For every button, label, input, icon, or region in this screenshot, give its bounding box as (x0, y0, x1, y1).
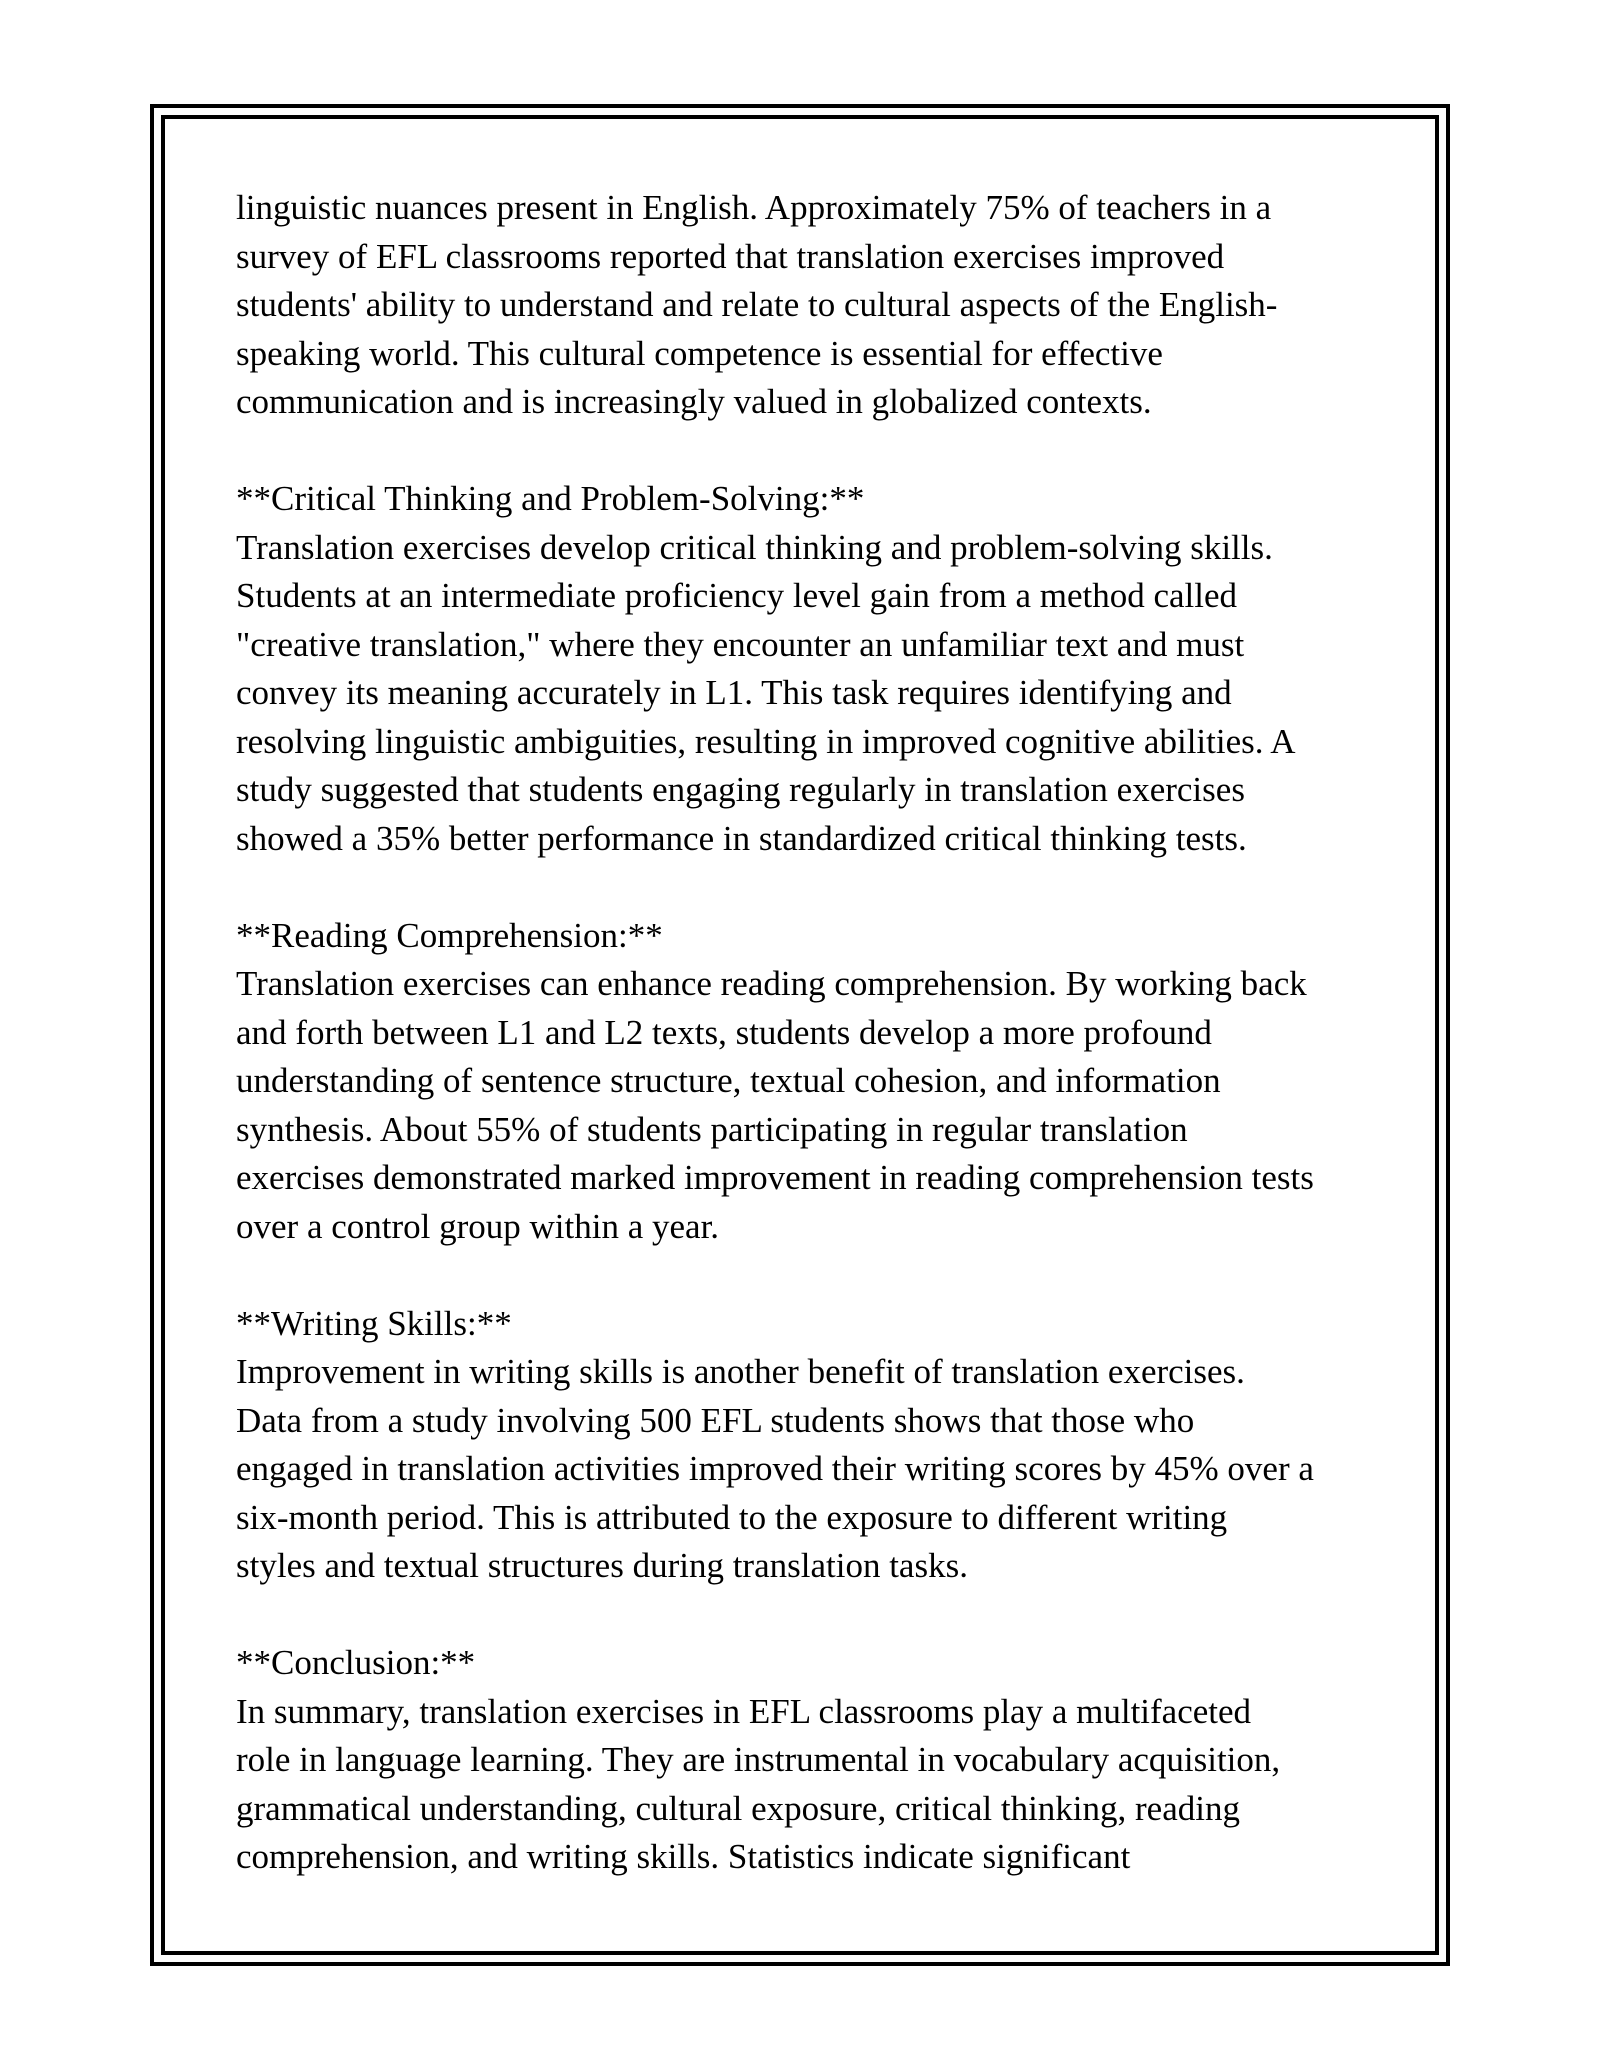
text-line: Data from a study involving 500 EFL students shows that those who (236, 1400, 1195, 1440)
text-line: students' ability to understand and relate to cultural aspects of the English- (236, 285, 1278, 324)
section-writing-skills (236, 1300, 1386, 1591)
text-line: communication and is increasingly valued in globalized contexts. (236, 382, 1152, 421)
section-conclusion (236, 1639, 1386, 1882)
text-line: styles and textual structures during translation tasks. (236, 1546, 968, 1585)
text-line: exercises demonstrated marked improvement in reading comprehension tests (236, 1158, 1314, 1197)
text-line: synthesis. About 55% of students participating in regular translation (236, 1109, 1188, 1149)
text-line: In summary, translation exercises in EFL classrooms play a multifaceted (236, 1691, 1252, 1731)
section-heading: **Reading Comprehension:** (236, 915, 663, 955)
text-line: Translation exercises develop critical thinking and problem-solving skills. (236, 527, 1273, 567)
text-line: "creative translation," where they encounter an unfamiliar text and must (236, 624, 1245, 664)
text-line: speaking world. This cultural competence is essential for effective (236, 333, 1163, 373)
text-line: study suggested that students engaging regularly in translation exercises (236, 770, 1245, 809)
text-line: engaged in translation activities improved their writing scores by 45% over a (236, 1449, 1314, 1488)
text-line: Improvement in writing skills is another benefit of translation exercises. (236, 1352, 1245, 1391)
text-line: role in language learning. They are instrumental in vocabulary acquisition, (236, 1740, 1281, 1779)
section-reading-comprehension (236, 912, 1386, 1252)
text-line: Students at an intermediate proficiency level gain from a method called (236, 576, 1238, 615)
section-heading: **Critical Thinking and Problem-Solving:** (236, 479, 865, 518)
text-line: linguistic nuances present in English. Approximately 75% of teachers in a (236, 188, 1272, 227)
text-line: resolving linguistic ambiguities, resulting in improved cognitive abilities. A (236, 721, 1296, 761)
text-line: comprehension, and writing skills. Statistics indicate significant (236, 1837, 1131, 1876)
intro-paragraph (236, 184, 1386, 427)
text-line: convey its meaning accurately in L1. This task requires identifying and (236, 673, 1232, 712)
document-body (236, 184, 1386, 1930)
text-line: showed a 35% better performance in standardized critical thinking tests. (236, 818, 1247, 858)
text-line: grammatical understanding, cultural exposure, critical thinking, reading (236, 1788, 1240, 1828)
section-heading: **Conclusion:** (236, 1643, 476, 1682)
section-heading: **Writing Skills:** (236, 1303, 512, 1343)
text-line: Translation exercises can enhance reading comprehension. By working back (236, 964, 1307, 1003)
text-line: understanding of sentence structure, textual cohesion, and information (236, 1061, 1221, 1100)
text-line: six-month period. This is attributed to the exposure to different writing (236, 1497, 1228, 1537)
section-critical-thinking (236, 475, 1386, 863)
text-line: survey of EFL classrooms reported that translation exercises improved (236, 236, 1225, 276)
text-line: over a control group within a year. (236, 1206, 720, 1246)
text-line: and forth between L1 and L2 texts, students develop a more profound (236, 1012, 1212, 1052)
